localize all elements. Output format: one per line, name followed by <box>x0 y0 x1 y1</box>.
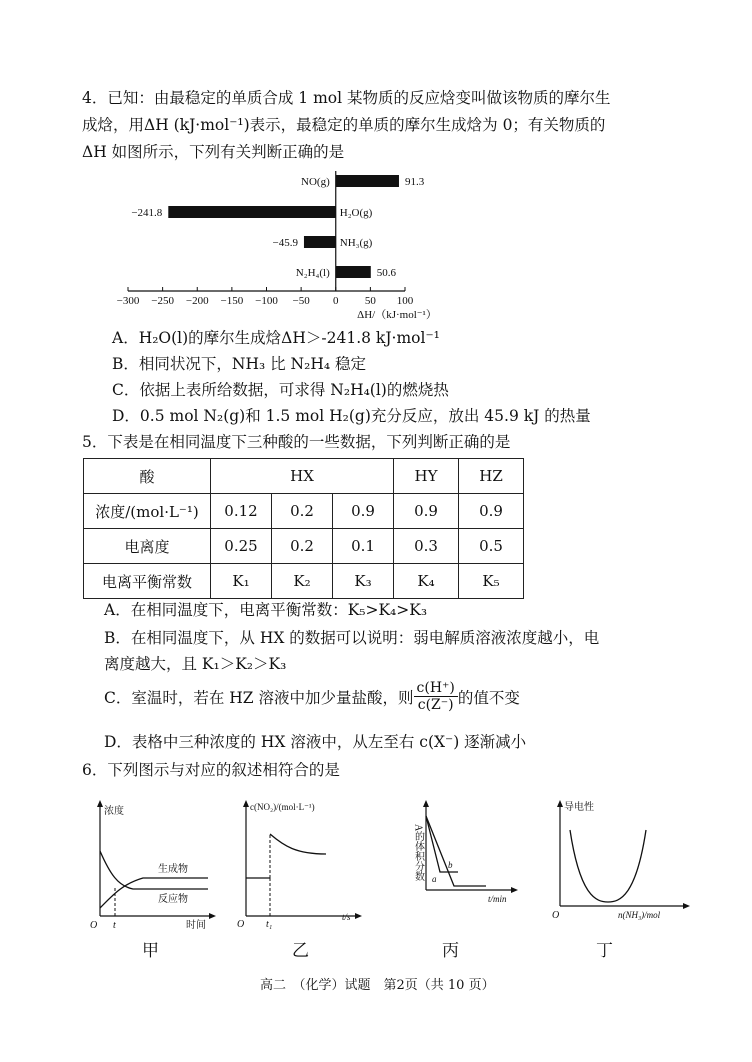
q5-option-b-line1: B．在相同温度下，从 HX 的数据可以说明：弱电解质溶液浓度越小，电 <box>104 629 600 647</box>
table-cell: 电离度 <box>84 529 211 564</box>
caption-jia: 甲 <box>142 941 159 961</box>
acid-data-table <box>83 458 524 599</box>
q5-stem: 5．下表是在相同温度下三种酸的一些数据，下列判断正确的是 <box>82 433 511 451</box>
table-cell: 0.9 <box>459 494 524 529</box>
category-label: H₂O(g) <box>339 207 373 219</box>
x-tick-label: 0 <box>333 295 339 307</box>
value-label: −45.9 <box>272 237 298 249</box>
g3-curve-a: a <box>432 874 437 884</box>
table-cell: K₅ <box>459 564 524 599</box>
caption-bing: 丙 <box>442 941 459 961</box>
q5-option-b-line2: 离度越大，且 K₁＞K₂＞K₃ <box>104 655 287 673</box>
caption-ding: 丁 <box>596 941 613 961</box>
x-tick-label: −300 <box>116 295 140 307</box>
graph-bing <box>396 796 526 931</box>
table-cell: K₃ <box>333 564 394 599</box>
value-label: 50.6 <box>376 267 397 279</box>
table-cell: 0.5 <box>459 529 524 564</box>
table-cell: HY <box>394 459 459 494</box>
g3-curve-b: b <box>448 860 453 870</box>
table-row <box>84 529 524 564</box>
table-cell: 0.2 <box>272 529 333 564</box>
g1-origin: O <box>90 920 98 931</box>
x-tick-label: 100 <box>396 295 414 307</box>
category-label: NH₃(g) <box>339 237 373 249</box>
bar-1 <box>168 206 335 218</box>
table-cell: 0.25 <box>211 529 272 564</box>
table-cell: HX <box>211 459 394 494</box>
value-label: −241.8 <box>131 207 163 219</box>
table-cell: 0.9 <box>394 494 459 529</box>
q6-stem: 6．下列图示与对应的叙述相符合的是 <box>82 761 340 779</box>
caption-yi: 乙 <box>292 941 309 961</box>
table-cell: 0.1 <box>333 529 394 564</box>
table-cell: K₄ <box>394 564 459 599</box>
x-tick-label: −50 <box>292 295 310 307</box>
ratio-denominator: c(Z⁻) <box>417 697 454 713</box>
g1-xlabel: 时间 <box>186 920 206 931</box>
category-label: NO(g) <box>301 176 330 188</box>
enthalpy-bar-chart <box>100 165 480 325</box>
table-header-row <box>84 459 524 494</box>
g2-xlabel: t/s <box>342 912 351 922</box>
q4-line3: ΔH 如图所示，下列有关判断正确的是 <box>82 143 345 161</box>
table-cell: 0.12 <box>211 494 272 529</box>
bar-3 <box>336 266 371 278</box>
bar-2 <box>304 236 336 248</box>
g1-product-label: 生成物 <box>158 864 188 875</box>
x-tick-label: 50 <box>364 295 376 307</box>
q5-option-c <box>104 680 520 713</box>
value-label: 91.3 <box>404 176 425 188</box>
ratio-numerator: c(H⁺) <box>414 680 458 697</box>
g2-origin: O <box>237 919 245 930</box>
x-tick-label: −200 <box>185 295 209 307</box>
q5-option-c-suffix: 的值不变 <box>457 688 520 707</box>
table-cell: 0.3 <box>394 529 459 564</box>
q4-line1: 4．已知：由最稳定的单质合成 1 mol 某物质的反应焓变叫做该物质的摩尔生 <box>82 89 611 107</box>
g2-ylabel: c(NO₂)/(mol·L⁻¹) <box>250 802 315 812</box>
bar-0 <box>336 175 399 187</box>
page-footer: 高二 （化学）试题 第2页（共 10 页） <box>260 978 495 993</box>
table-cell: HZ <box>459 459 524 494</box>
q4-option-b: B．相同状况下，NH₃ 比 N₂H₄ 稳定 <box>112 355 366 373</box>
g3-xlabel: t/min <box>488 894 507 904</box>
q4-line2: 成焓，用ΔH (kJ·mol⁻¹)表示，最稳定的单质的摩尔生成焓为 0；有关物质的 <box>82 116 606 134</box>
g1-ylabel: 浓度 <box>104 806 124 817</box>
category-label: N₂H₄(l) <box>295 267 330 279</box>
graph-jia <box>88 796 218 931</box>
q5-option-c-prefix: C．室温时，若在 HZ 溶液中加少量盐酸，则 <box>104 688 414 707</box>
g4-xlabel: n(NH₃)/mol <box>618 910 661 920</box>
g3-ylabel-text: A的体积分数 <box>412 824 424 882</box>
graph-ding <box>546 796 696 931</box>
table-cell: 浓度/(mol·L⁻¹) <box>84 494 211 529</box>
x-tick-label: −100 <box>255 295 278 307</box>
x-axis-label: ΔH/（kJ·mol⁻¹） <box>357 309 437 321</box>
table-cell: 0.9 <box>333 494 394 529</box>
x-tick-label: −150 <box>220 295 244 307</box>
q4-option-d: D．0.5 mol N₂(g)和 1.5 mol H₂(g)充分反应，放出 45.9 kJ 的热量 <box>112 407 591 425</box>
g1-reactant-label: 反应物 <box>158 894 188 905</box>
g4-origin: O <box>552 910 560 921</box>
graph-yi <box>236 796 366 931</box>
q4-option-c: C．依据上表所给数据，可求得 N₂H₄(l)的燃烧热 <box>112 381 449 399</box>
q4-option-a: A．H₂O(l)的摩尔生成焓ΔH＞-241.8 kJ·mol⁻¹ <box>112 329 440 347</box>
table-row <box>84 564 524 599</box>
concentration-ratio <box>414 680 458 713</box>
g2-t1: t₁ <box>266 919 273 930</box>
table-row <box>84 494 524 529</box>
table-cell: K₁ <box>211 564 272 599</box>
g3-ylabel <box>413 824 425 882</box>
q5-option-a: A．在相同温度下，电离平衡常数：K₅>K₄>K₃ <box>104 601 428 619</box>
g4-ylabel: 导电性 <box>564 802 594 813</box>
table-cell: K₂ <box>272 564 333 599</box>
q5-option-d: D．表格中三种浓度的 HX 溶液中，从左至右 c(X⁻) 逐渐减小 <box>104 733 527 751</box>
g1-t: t <box>113 920 116 931</box>
table-cell: 电离平衡常数 <box>84 564 211 599</box>
table-cell: 0.2 <box>272 494 333 529</box>
table-cell: 酸 <box>84 459 211 494</box>
x-tick-label: −250 <box>151 295 174 307</box>
